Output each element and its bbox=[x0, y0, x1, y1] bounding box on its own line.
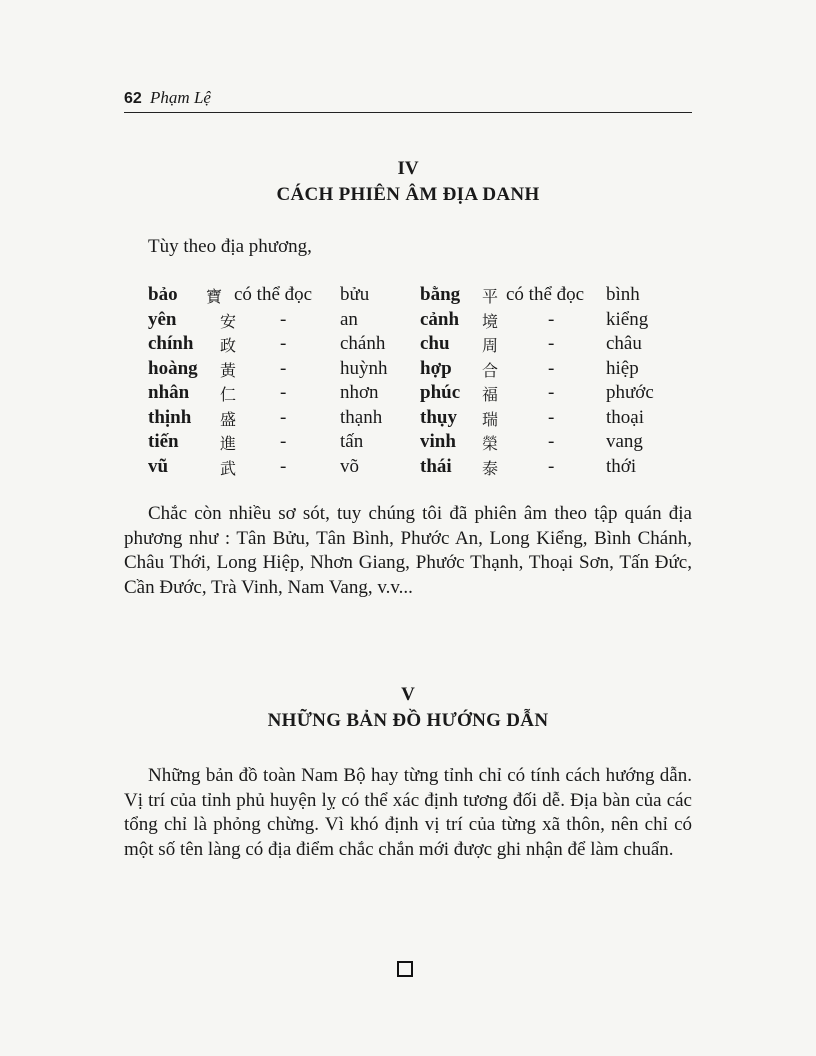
local-reading: thới bbox=[606, 455, 637, 477]
han-character: 榮 bbox=[482, 436, 499, 453]
reading-note: - bbox=[548, 455, 555, 477]
section-title: NHỮNG BẢN ĐỒ HƯỚNG DẪN bbox=[267, 710, 549, 731]
local-reading: châu bbox=[606, 333, 642, 354]
han-character: 黃 bbox=[220, 362, 237, 380]
reading-note: - bbox=[548, 382, 555, 403]
word: vũ bbox=[148, 455, 169, 477]
table-row bbox=[148, 407, 688, 431]
reading-note: - bbox=[280, 431, 287, 452]
han-character: 武 bbox=[220, 460, 237, 478]
section-title: CÁCH PHIÊN ÂM ĐỊA DANH bbox=[276, 184, 540, 205]
local-reading: huỳnh bbox=[340, 357, 388, 379]
local-reading: nhơn bbox=[340, 382, 379, 403]
local-reading: tấn bbox=[340, 431, 364, 452]
han-character: 寶 bbox=[206, 289, 223, 306]
word: phúc bbox=[420, 382, 461, 403]
section-paragraph: Những bản đồ toàn Nam Bộ hay từng tỉnh chỉ có tính cách hướng dẫn. Vị trí của tỉnh phủ huyện lỵ có thể xác định tương đối dễ. Địa bàn của các tổng chỉ là phỏng chừng. Vì khó định vị trí của từng xã thôn, nên chỉ có một số tên làng có địa điểm chắc chắn mới được ghi nhận để làm chuẩn. bbox=[124, 765, 692, 860]
end-of-chapter-mark bbox=[397, 961, 413, 977]
local-reading: bình bbox=[606, 284, 640, 305]
running-header bbox=[124, 88, 692, 113]
han-character: 福 bbox=[482, 387, 499, 404]
reading-note: - bbox=[548, 406, 555, 428]
word: vinh bbox=[420, 431, 456, 452]
table-row bbox=[148, 309, 688, 333]
word: yên bbox=[148, 308, 177, 330]
section-number: IV bbox=[397, 158, 419, 179]
reading-note: - bbox=[280, 357, 287, 379]
word: hoàng bbox=[148, 357, 198, 379]
running-title: Phạm Lệ bbox=[150, 88, 211, 107]
reading-note: - bbox=[548, 308, 555, 330]
han-character: 泰 bbox=[482, 460, 499, 478]
reading-note: - bbox=[548, 357, 555, 379]
local-reading: bửu bbox=[340, 284, 370, 305]
reading-note: có thể đọc bbox=[234, 284, 313, 305]
local-reading: vang bbox=[606, 431, 643, 452]
han-character: 仁 bbox=[220, 387, 237, 404]
word: thái bbox=[420, 455, 452, 477]
word: bảo bbox=[148, 284, 178, 305]
han-character: 平 bbox=[482, 289, 499, 306]
han-character: 進 bbox=[220, 436, 237, 453]
local-reading: hiệp bbox=[606, 357, 639, 379]
reading-note: - bbox=[280, 333, 287, 354]
reading-note: - bbox=[280, 406, 287, 428]
section-number: V bbox=[401, 684, 415, 705]
table-row bbox=[148, 284, 688, 308]
han-character: 周 bbox=[482, 338, 499, 355]
reading-note: - bbox=[280, 382, 287, 403]
word: tiến bbox=[148, 431, 179, 452]
local-reading: thạnh bbox=[340, 406, 383, 428]
word: thịnh bbox=[148, 406, 192, 428]
word: nhân bbox=[148, 382, 190, 403]
han-character: 政 bbox=[220, 338, 237, 355]
han-character: 境 bbox=[482, 313, 499, 331]
word: chính bbox=[148, 333, 194, 354]
local-reading: võ bbox=[340, 455, 359, 477]
local-reading: chánh bbox=[340, 333, 386, 354]
han-character: 盛 bbox=[220, 411, 237, 429]
han-character: 合 bbox=[482, 362, 499, 380]
page-number: 62 bbox=[124, 90, 142, 107]
reading-note: - bbox=[280, 455, 287, 477]
local-reading: thoại bbox=[606, 406, 644, 428]
word: chu bbox=[420, 333, 450, 354]
word: bằng bbox=[420, 284, 461, 305]
local-reading: kiểng bbox=[606, 308, 649, 330]
reading-note: có thể đọc bbox=[506, 284, 585, 305]
transliteration-table bbox=[148, 284, 688, 484]
word: thụy bbox=[420, 406, 457, 428]
intro-text: Tùy theo địa phương, bbox=[148, 236, 312, 257]
table-row bbox=[148, 333, 688, 357]
reading-note: - bbox=[280, 308, 287, 330]
local-reading: an bbox=[340, 308, 358, 330]
table-row bbox=[148, 382, 688, 406]
word: cảnh bbox=[420, 308, 460, 330]
table-row bbox=[148, 456, 688, 480]
reading-note: - bbox=[548, 431, 555, 452]
han-character: 安 bbox=[220, 313, 237, 331]
table-row bbox=[148, 431, 688, 455]
han-character: 瑞 bbox=[482, 411, 499, 429]
word: hợp bbox=[420, 357, 452, 379]
local-reading: phước bbox=[606, 382, 654, 403]
reading-note: - bbox=[548, 333, 555, 354]
table-row bbox=[148, 358, 688, 382]
section-paragraph: Chắc còn nhiều sơ sót, tuy chúng tôi đã phiên âm theo tập quán địa phương như : Tân Bửu, Tân Bình, Phước An, Long Kiểng, Bình Chánh, Châu Thới, Long Hiệp, Nhơn Giang, Phước Thạnh, Thoại Sơn, Tấn Đức, Cần Đước, Trà Vinh, Nam Vang, v.v... bbox=[124, 503, 692, 598]
